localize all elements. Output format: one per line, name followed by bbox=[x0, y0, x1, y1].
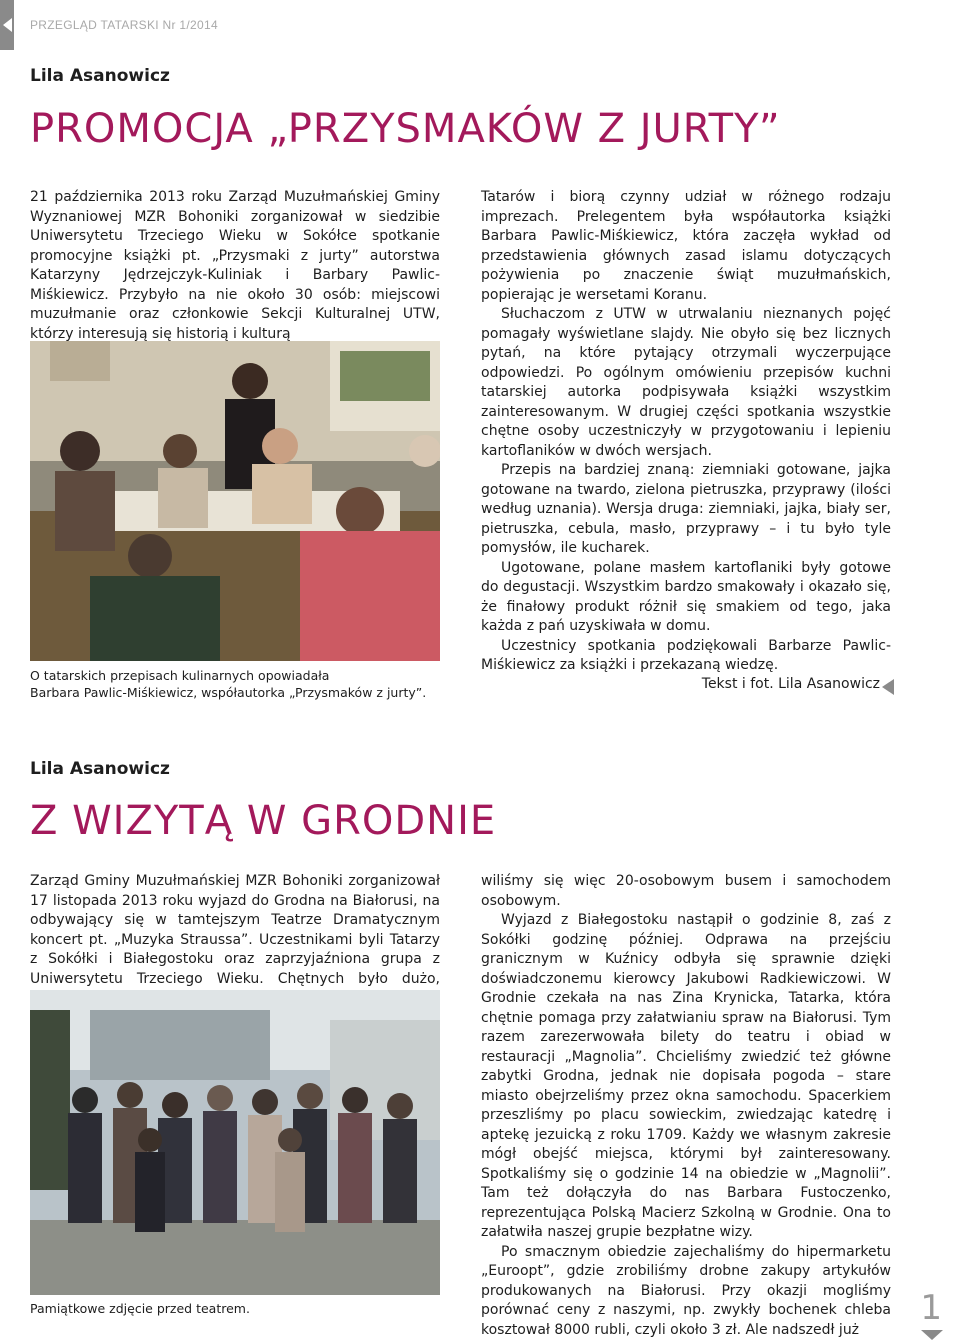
article1-credit bbox=[600, 676, 880, 692]
page-marker-icon bbox=[921, 1330, 943, 1342]
article2-title: Z WIZYTĄ W GRODNIE bbox=[30, 798, 497, 844]
article1-paragraph: Uczestnicy spotkania podziękowali Barbarze Pawlic-Miśkiewicz za książki i przekazaną wiedzę. bbox=[481, 637, 891, 673]
article2-paragraph: Wyjazd z Białegostoku nastąpił o godzinie 8, zaś z Sokółki godzinę później. Odprawa na przejściu granicznym w Kuźnicy odbyła się sprawnie dzięki doświadczonemu kierowcy Jakubowi Radkiewiczowi. W Grodnie czekała na nas Zina Krynicka, Tatarka, która chętnie pomaga przy załatwianiu spraw na Białorusi. Tym razem zarezerwowała bilety do teatru i obiad w restauracji „Magnolia”. Chcieliśmy zwiedzić też główne zabytki Grodna, jednak nie dopisała pogoda – stare miasto obejrzeliśmy przez okna samochodu. Spacerkiem przeszliśmy po placu sowieckim, zwiedzając katedrę i aptekę jezuicką z roku 1709. Każdy we własnym zakresie mógł obejść miejsca, którymi był zainteresowany. Spotkaliśmy się o godzinie 14 na obiedzie w „Magnolii”. Tam też dołączyła do nas Barbara Fustoczenko, reprezentująca Polską Macierz Szkolną w Grodnie. Ona to załatwiła naszej grupie bezpłatne wizy. bbox=[481, 912, 891, 1240]
article1-paragraph: Ugotowane, polane masłem kartoflaniki były gotowe do degustacji. Wszystkim bardzo smakowały i okazało się, że finałowy produkt różnił się smakiem od tego, jaka każda z pań uzyskiwała w domu. bbox=[481, 559, 891, 634]
article1-intro-paragraph: 21 października 2013 roku Zarząd Muzułmańskiej Gminy Wyznaniowej MZR Bohoniki zorganizował w siedzibie Uniwersytetu Trzeciego Wieku w Sokółce spotkanie promocyjne książki pt. „Przysmaki z jurty” autorstwa Katarzyny Jędrzejczyk-Kuliniak i Barbary Pawlic-Miśkiewicz. Przybyło na nie około 30 osób: miejscowi muzułmanie oraz członkowie Sekcji Kulturalnej UTW, którzy interesują się historią i kulturą bbox=[30, 189, 440, 342]
publication-header: PRZEGLĄD TATARSKI Nr 1/2014 bbox=[30, 18, 218, 32]
article2-photo bbox=[30, 990, 440, 1295]
article2-author: Lila Asanowicz bbox=[30, 759, 170, 779]
article2-intro-paragraph: Zarząd Gminy Muzułmańskiej MZR Bohoniki zorganizował 17 listopada 2013 roku wyjazd do Grodna na Białorusi, na odbywający się w tamtejszym Teatrze Dramatycznym koncert pt. „Muzyka Straussa”. Uczestnikami byli Tatarzy z Sokółki i Białegostoku oraz zaprzyjaźniona grupa z Uniwersytetu Trzeciego Wieku. Chętnych było dużo, bbox=[30, 873, 440, 987]
article1-paragraph: Tatarów i biorą czynny udział w różnego rodzaju imprezach. Prelegentem była współautorka książki Barbara Pawlic-Miśkiewicz, która zaczęła wykład od przedstawienia głównych zasad islamu dotyczących pożywienia po znaczenie świąt muzułmańskich, popierając je wersetami Koranu. bbox=[481, 189, 891, 303]
page-edge-tab-icon bbox=[0, 0, 16, 50]
article1-left-column bbox=[30, 188, 440, 344]
article1-photo-caption bbox=[30, 667, 450, 701]
article2-paragraph: Po smacznym obiedzie zajechaliśmy do hipermarketu „Euroopt”, gdzie zrobiliśmy drobne zakupy artykułów produkowanych na Białorusi. Przy okazji mogliśmy porównać ceny z naszymi, np. zwykły bochenek chleba kosztował 8000 rubli, czyli około 3 zł. Ale nadszedł już bbox=[481, 1243, 891, 1338]
article1-title: PROMOCJA „PRZYSMAKÓW Z JURTY” bbox=[30, 106, 781, 152]
article2-paragraph: wiliśmy się więc 20-osobowym busem i samochodem osobowym. bbox=[481, 873, 891, 909]
article2-photo-caption: Pamiątkowe zdjęcie przed teatrem. bbox=[30, 1301, 250, 1316]
end-of-article-marker-icon bbox=[882, 679, 894, 695]
article2-left-column bbox=[30, 872, 440, 1009]
kitchen-meeting-photo-icon bbox=[30, 341, 440, 661]
page-number: 1 bbox=[920, 1288, 942, 1328]
caption-line-2: Barbara Pawlic-Miśkiewicz, współautorka „Przysmaków z jurty”. bbox=[30, 685, 427, 700]
credit-text: Tekst i fot. Lila Asanowicz bbox=[701, 676, 880, 692]
article1-paragraph: Przepis na bardziej znaną: ziemniaki gotowane, jajka gotowane na twardo, zielona pietruszka, przyprawy (ilości według uznania). Wersja druga: ziemniaki, jajka, biały ser, pietruszka, cebula, masło, przyprawy – i tu było tyle pomysłów, ile kucharek. bbox=[481, 462, 891, 556]
article1-photo bbox=[30, 341, 440, 661]
article1-paragraph: Słuchaczom z UTW w utrwalaniu nieznanych pojęć pomagały wyświetlane slajdy. Nie obyło się bez licznych pytań, na które pytający otrzymali wyczerpujące odpowiedzi. Po ogólnym omówieniu przepisów kuchni tatarskiej autorka podpisywała książki wszystkim zainteresowanym. W drugiej części spotkania wszystkie chętne osoby uczestniczyły w przygotowaniu i lepieniu kartoflaników w dwóch wersjach. bbox=[481, 306, 891, 459]
article1-right-column bbox=[481, 188, 891, 676]
caption-line-1: O tatarskich przepisach kulinarnych opowiadała bbox=[30, 668, 330, 683]
group-photo-theatre-icon bbox=[30, 990, 440, 1295]
article1-author: Lila Asanowicz bbox=[30, 66, 170, 86]
article2-right-column bbox=[481, 872, 891, 1340]
